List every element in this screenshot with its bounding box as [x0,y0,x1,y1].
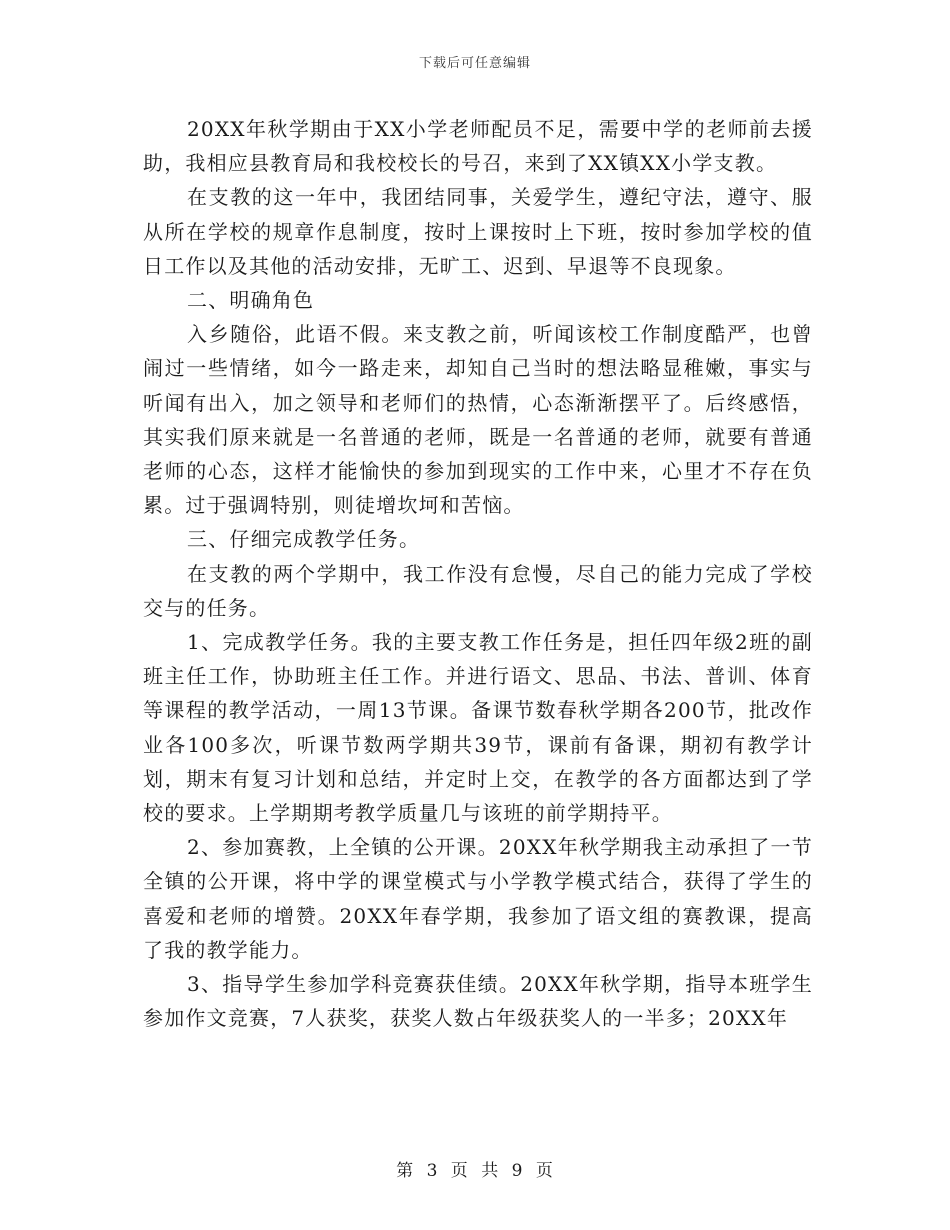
paragraph-5: 1、完成教学任务。我的主要支教工作任务是，担任四年级2班的副班主任工作，协助班主任工作。并进行语文、思品、书法、普训、体育等课程的教学活动，一周13节课。备课节数春秋学期各200节，批改作业各100多次，听课节数两学期共39节，课前有备课，期初有教学计划，期末有复习计划和总结，并定时上交，在教学的各方面都达到了学校的要求。上学期期考教学质量几与该班的前学期持平。 [143,630,813,826]
section-heading-2: 二、明确角色 [187,288,315,313]
page-number-footer: 第 3 页 共 9 页 [396,1161,554,1181]
paragraph-1: 20XX年秋学期由于XX小学老师配员不足，需要中学的老师前去援助，我相应县教育局和我校校长的号召，来到了XX镇XX小学支教。 [143,117,813,176]
section-heading-3: 三、仔细完成教学任务。 [187,527,421,552]
document-body [143,112,813,1035]
paragraph-3: 入乡随俗，此语不假。来支教之前，听闻该校工作制度酷严，也曾闹过一些情绪，如今一路走来，却知自己当时的想法略显稚嫩，事实与听闻有出入，加之领导和老师们的热情，心态渐渐摆平了。后终感悟，其实我们原来就是一名普通的老师，既是一名普通的老师，就要有普通老师的心态，这样才能愉快的参加到现实的工作中来，心里才不存在负累。过于强调特别，则徒增坎坷和苦恼。 [143,322,813,518]
page-header-note: 下载后可任意编辑 [418,56,531,71]
paragraph-6: 2、参加赛教，上全镇的公开课。20XX年秋学期我主动承担了一节全镇的公开课，将中学的课堂模式与小学教学模式结合，获得了学生的喜爱和老师的增赞。20XX年春学期，我参加了语文组的赛教课，提高了我的教学能力。 [143,835,813,962]
paragraph-7: 3、指导学生参加学科竞赛获佳绩。20XX年秋学期，指导本班学生参加作文竞赛，7人获奖，获奖人数占年级获奖人的一半多；20XX年 [143,972,813,1031]
paragraph-2: 在支教的这一年中，我团结同事，关爱学生，遵纪守法，遵守、服从所在学校的规章作息制度，按时上课按时上下班，按时参加学校的值日工作以及其他的活动安排，无旷工、迟到、早退等不良现象。 [143,185,813,278]
paragraph-4: 在支教的两个学期中，我工作没有怠慢，尽自己的能力完成了学校交与的任务。 [143,561,813,620]
